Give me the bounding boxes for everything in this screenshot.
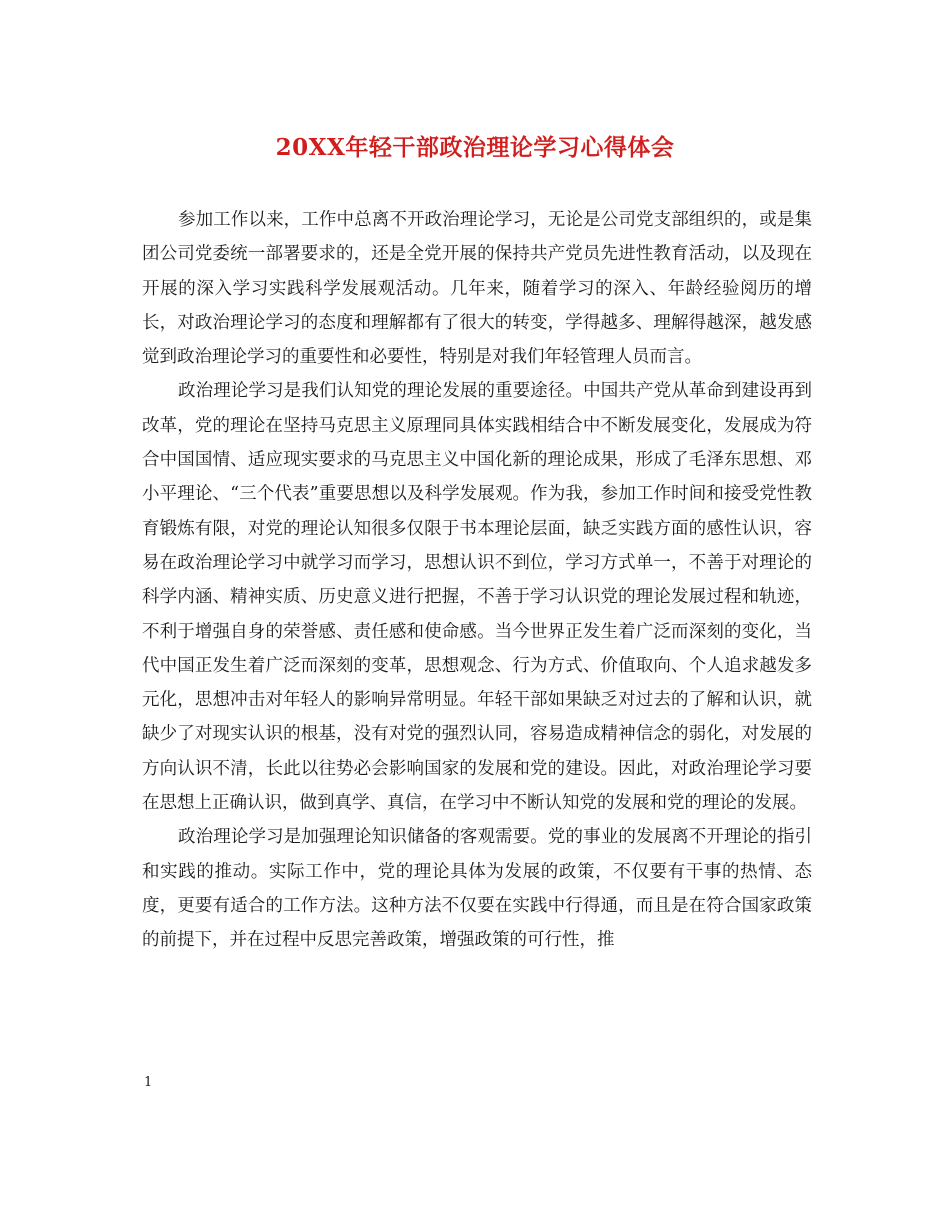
- page-number: 1: [144, 1075, 153, 1090]
- document-title: 20XX年轻干部政治理论学习心得体会: [275, 134, 675, 161]
- document-body: [142, 203, 812, 958]
- paragraph-3: 政治理论学习是加强理论知识储备的客观需要。党的事业的发展离不开理论的指引和实践的推动。实际工作中，党的理论具体为发展的政策，不仅要有干事的热情、态度，更要有适合的工作方法。这种方法不仅要在实践中行得通，而且是在符合国家政策的前提下，并在过程中反思完善政策，增强政策的可行性，推: [142, 827, 812, 951]
- paragraph-2: 政治理论学习是我们认知党的理论发展的重要途径。中国共产党从革命到建设再到改革，党的理论在坚持马克思主义原理同具体实践相结合中不断发展变化，发展成为符合中国国情、适应现实要求的马克思主义中国化新的理论成果，形成了毛泽东思想、邓小平理论、“三个代表”重要思想以及科学发展观。作为我，参加工作时间和接受党性教育锻炼有限，对党的理论认知很多仅限于书本理论层面，缺乏实践方面的感性认识，容易在政治理论学习中就学习而学习，思想认识不到位，学习方式单一，不善于对理论的科学内涵、精神实质、历史意义进行把握，不善于学习认识党的理论发展过程和轨迹，不利于增强自身的荣誉感、责任感和使命感。当今世界正发生着广泛而深刻的变化，当代中国正发生着广泛而深刻的变革，思想观念、行为方式、价值取向、个人追求越发多元化，思想冲击对年轻人的影响异常明显。年轻干部如果缺乏对过去的了解和认识，就缺少了对现实认识的根基，没有对党的强烈认同，容易造成精神信念的弱化，对发展的方向认识不清，长此以往势必会影响国家的发展和党的建设。因此，对政治理论学习要在思想上正确认识，做到真学、真信，在学习中不断认知党的发展和党的理论的发展。: [142, 381, 812, 814]
- paragraph-1: 参加工作以来，工作中总离不开政治理论学习，无论是公司党支部组织的，或是集团公司党委统一部署要求的，还是全党开展的保持共产党员先进性教育活动，以及现在开展的深入学习实践科学发展观活动。几年来，随着学习的深入、年龄经验阅历的增长，对政治理论学习的态度和理解都有了很大的转变，学得越多、理解得越深，越发感觉到政治理论学习的重要性和必要性，特别是对我们年轻管理人员而言。: [142, 210, 812, 368]
